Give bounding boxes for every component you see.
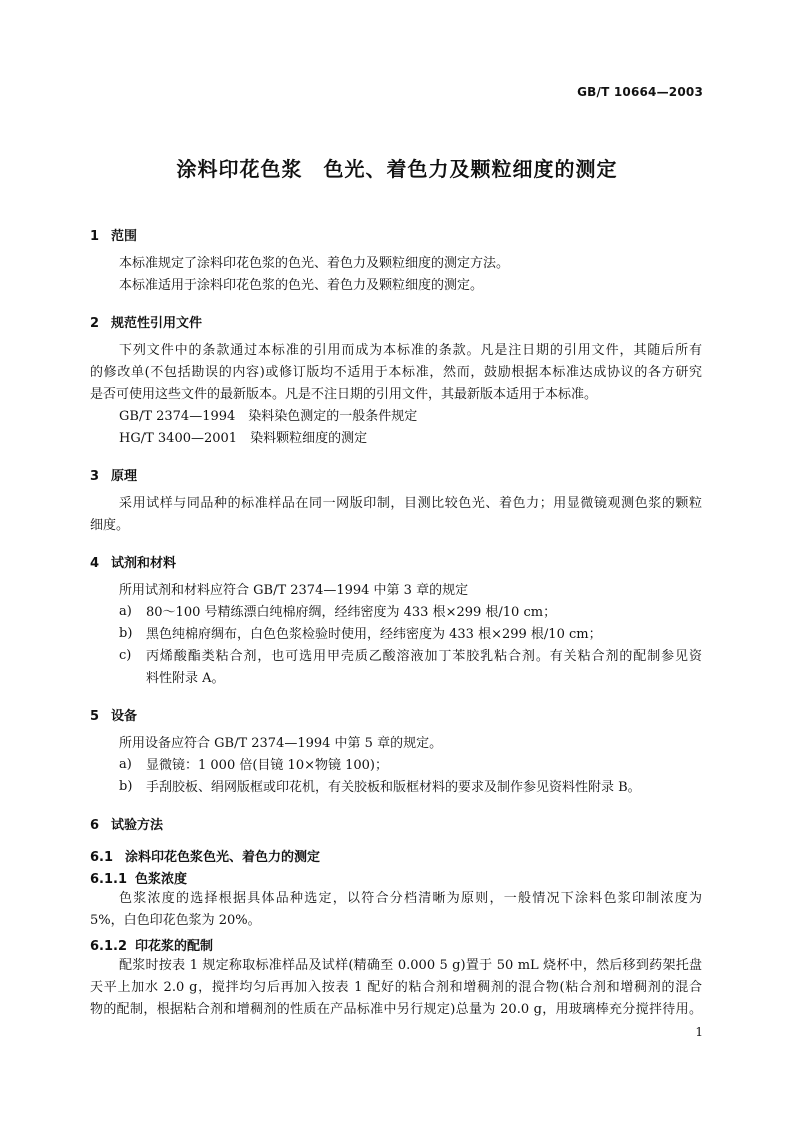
- section-title: 印花浆的配制: [135, 939, 214, 954]
- list-marker: c): [119, 648, 132, 663]
- paragraph-line: 下列文件中的条款通过本标准的引用而成为本标准的条款。凡是注日期的引用文件，其随后所有: [119, 343, 702, 358]
- list-marker: a): [119, 604, 132, 619]
- section-title: 涂料印花色浆色光、着色力的测定: [125, 850, 321, 865]
- list-item: 黑色纯棉府绸布，白色色浆检验时使用，经纬密度为 433 根×299 根/10 cm；: [146, 627, 602, 642]
- paragraph-line: 天平上加水 2.0 g，搅拌均匀后再加入按表 1 配好的粘合剂和增稠剂的混合物(粘合剂和增稠剂的混合: [90, 980, 702, 995]
- paragraph: 本标准规定了涂料印花色浆的色光、着色力及颗粒细度的测定方法。: [119, 256, 510, 271]
- section-number: 4: [90, 556, 100, 571]
- list-marker: b): [119, 779, 133, 794]
- document-title: 涂料印花色浆 色光、着色力及颗粒细度的测定: [176, 157, 618, 181]
- section-title: 试验方法: [111, 818, 164, 833]
- list-item: 手刮胶板、绢网版框或印花机，有关胶板和版框材料的要求及制作参见资料性附录 B。: [146, 780, 641, 795]
- section-number: 6: [90, 818, 100, 833]
- reference-item: GB/T 2374—1994 染料染色测定的一般条件规定: [119, 409, 418, 424]
- section-number: 6.1: [90, 850, 114, 865]
- subsection-heading-6-1: [90, 846, 320, 865]
- list-item: 丙烯酸酯类粘合剂，也可选用甲壳质乙酸溶液加丁苯胶乳粘合剂。有关粘合剂的配制参见资: [146, 649, 702, 664]
- list-item: 80～100 号精练漂白纯棉府绸，经纬密度为 433 根×299 根/10 cm；: [146, 605, 557, 620]
- section-number: 2: [90, 316, 100, 331]
- section-title: 原理: [111, 469, 138, 484]
- paragraph-line: 的修改单(不包括勘误的内容)或修订版均不适用于本标准，然而，鼓励根据本标准达成协议的各方研究: [90, 365, 702, 380]
- section-heading-2: [90, 312, 202, 331]
- section-title: 设备: [111, 709, 138, 724]
- section-heading-6: [90, 814, 163, 833]
- section-heading-5: [90, 705, 137, 724]
- paragraph-line: 采用试样与同品种的标准样品在同一网版印制，目测比较色光、着色力；用显微镜观测色浆的颗粒: [119, 496, 702, 511]
- paragraph: 所用设备应符合 GB/T 2374—1994 中第 5 章的规定。: [119, 736, 443, 751]
- list-marker: b): [119, 626, 133, 641]
- list-marker: a): [119, 757, 132, 772]
- section-number: 3: [90, 469, 100, 484]
- list-item-continuation: 料性附录 A。: [146, 671, 225, 686]
- section-title: 规范性引用文件: [111, 316, 203, 331]
- standard-number: GB/T 10664—2003: [577, 85, 703, 99]
- reference-item: HG/T 3400—2001 染料颗粒细度的测定: [119, 431, 368, 446]
- list-item: 显微镜：1 000 倍(目镜 10×物镜 100)；: [146, 758, 389, 773]
- paragraph-line: 细度。: [90, 518, 130, 533]
- paragraph-line: 是否可使用这些文件的最新版本。凡是不注日期的引用文件，其最新版本适用于本标准。: [90, 387, 598, 402]
- subsection-heading-6-1-2: [90, 935, 213, 954]
- section-heading-3: [90, 465, 137, 484]
- section-title: 试剂和材料: [111, 556, 177, 571]
- paragraph-line: 配浆时按表 1 规定称取标准样品及试样(精确至 0.000 5 g)置于 50 mL 烧杯中，然后移到药架托盘: [119, 958, 702, 973]
- section-number: 6.1.2: [90, 939, 128, 954]
- page-number: 1: [695, 1025, 703, 1039]
- section-title: 色浆浓度: [135, 872, 188, 887]
- paragraph: 本标准适用于涂料印花色浆的色光、着色力及颗粒细度的测定。: [119, 278, 484, 293]
- paragraph-line: 物的配制，根据粘合剂和增稠剂的性质在产品标准中另行规定)总量为 20.0 g，用玻璃棒充分搅拌待用。: [90, 1002, 702, 1017]
- paragraph-line: 5%，白色印花色浆为 20%。: [90, 913, 261, 928]
- paragraph-line: 色浆浓度的选择根据具体品种选定，以符合分档清晰为原则，一般情况下涂料色浆印制浓度为: [119, 891, 702, 906]
- section-number: 5: [90, 709, 100, 724]
- section-title: 范围: [111, 229, 138, 244]
- section-heading-1: [90, 225, 137, 244]
- paragraph: 所用试剂和材料应符合 GB/T 2374—1994 中第 3 章的规定: [119, 583, 469, 598]
- section-number: 1: [90, 229, 100, 244]
- section-number: 6.1.1: [90, 872, 128, 887]
- subsection-heading-6-1-1: [90, 868, 187, 887]
- section-heading-4: [90, 552, 176, 571]
